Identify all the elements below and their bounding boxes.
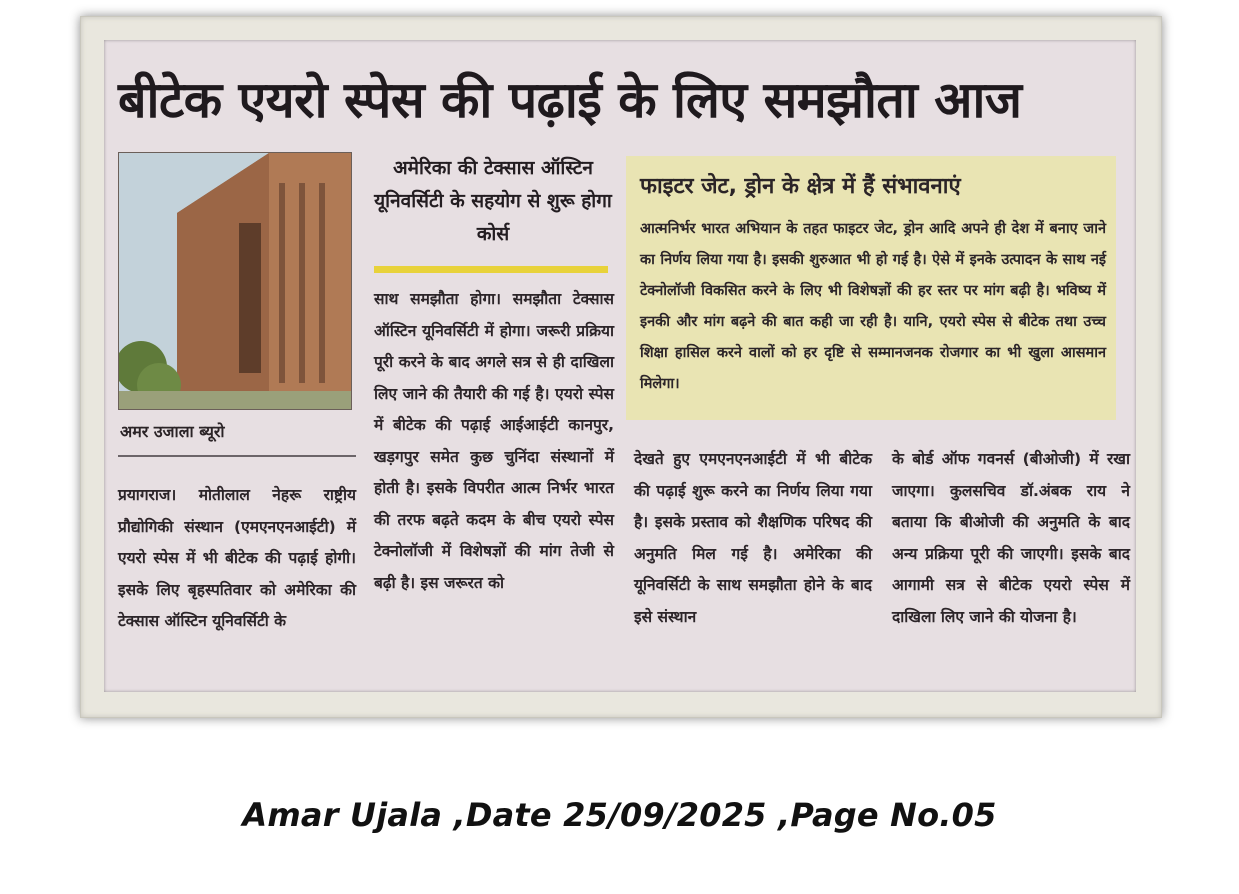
news-photo <box>118 152 352 410</box>
article-column-1: प्रयागराज। मोतीलाल नेहरू राष्ट्रीय प्रौद्योगिकी संस्थान (एमएनएनआईटी) में एयरो स्पेस में भी बीटेक की पढ़ाई होगी। इसके लिए बृहस्पतिवार को अमेरिका की टेक्सास ऑस्टिन यूनिवर्सिटी के <box>118 486 356 630</box>
byline: अमर उजाला ब्यूरो <box>120 422 225 441</box>
article-column-3: देखते हुए एमएनएनआईटी में भी बीटेक की पढ़ाई शुरू करने का निर्णय लिया गया है। इसके प्रस्ताव को शैक्षणिक परिषद की अनुमति मिल गई है। अमेरिका की यूनिवर्सिटी के साथ समझौता होने के बाद इसे संस्थान <box>634 450 872 626</box>
article-column-2: साथ समझौता होगा। समझौता टेक्सास ऑस्टिन यूनिवर्सिटी में होगा। जरूरी प्रक्रिया पूरी करने के बाद अगले सत्र से ही दाखिला लिए जाने की तैयारी की गई है। एयरो स्पेस में बीटेक की पढ़ाई आईआईटी कानपुर, खड़गपुर समेत कुछ चुनिंदा संस्थानों में होती है। इसके विपरीत आत्म निर्भर भारत की तरफ बढ़ते कदम के बीच एयरो स्पेस टेक्नोलॉजी में विशेषज्ञों की मांग तेजी से बढ़ी है। इस जरूरत को <box>374 290 614 592</box>
box-title: फाइटर जेट, ड्रोन के क्षेत्र में हैं संभावनाएं <box>640 174 961 199</box>
highlight-box <box>626 156 1116 420</box>
source-caption: Amar Ujala ,Date 25/09/2025 ,Page No.05 <box>242 796 997 834</box>
subheading: अमेरिका की टेक्सास ऑस्टिन यूनिवर्सिटी के सहयोग से शुरू होगा कोर्स <box>374 157 612 245</box>
article-column-4: के बोर्ड ऑफ गवनर्स (बीओजी) में रखा जाएगा। कुलसचिव डॉ.अंबक राय ने बताया कि बीओजी की अनुमति के बाद अन्य प्रक्रिया पूरी की जाएगी। इसके बाद आगामी सत्र से बीटेक एयरो स्पेस में दाखिला लिए जाने की योजना है। <box>892 450 1130 626</box>
newspaper-clipping <box>104 40 1136 692</box>
headline: बीटेक एयरो स्पेस की पढ़ाई के लिए समझौता आज <box>118 70 1022 129</box>
box-text: आत्मनिर्भर भारत अभियान के तहत फाइटर जेट, ड्रोन आदि अपने ही देश में बनाए जाने का निर्णय लिया गया है। इसकी शुरुआत भी हो गई है। ऐसे में इनके उत्पादन के साथ नई टेक्नोलॉजी विकसित करने के लिए भी विशेषज्ञों की हर स्तर पर मांग बढ़ी है। भविष्य में इनकी और मांग बढ़ने की बात कही जा रही है। यानि, एयरो स्पेस से बीटेक तथा उच्च शिक्षा हासिल करने वालों को हर दृष्टि से सम्मानजनक रोजगार का भी खुला आसमान मिलेगा। <box>640 221 1106 392</box>
divider <box>118 455 356 457</box>
yellow-divider <box>374 266 608 273</box>
